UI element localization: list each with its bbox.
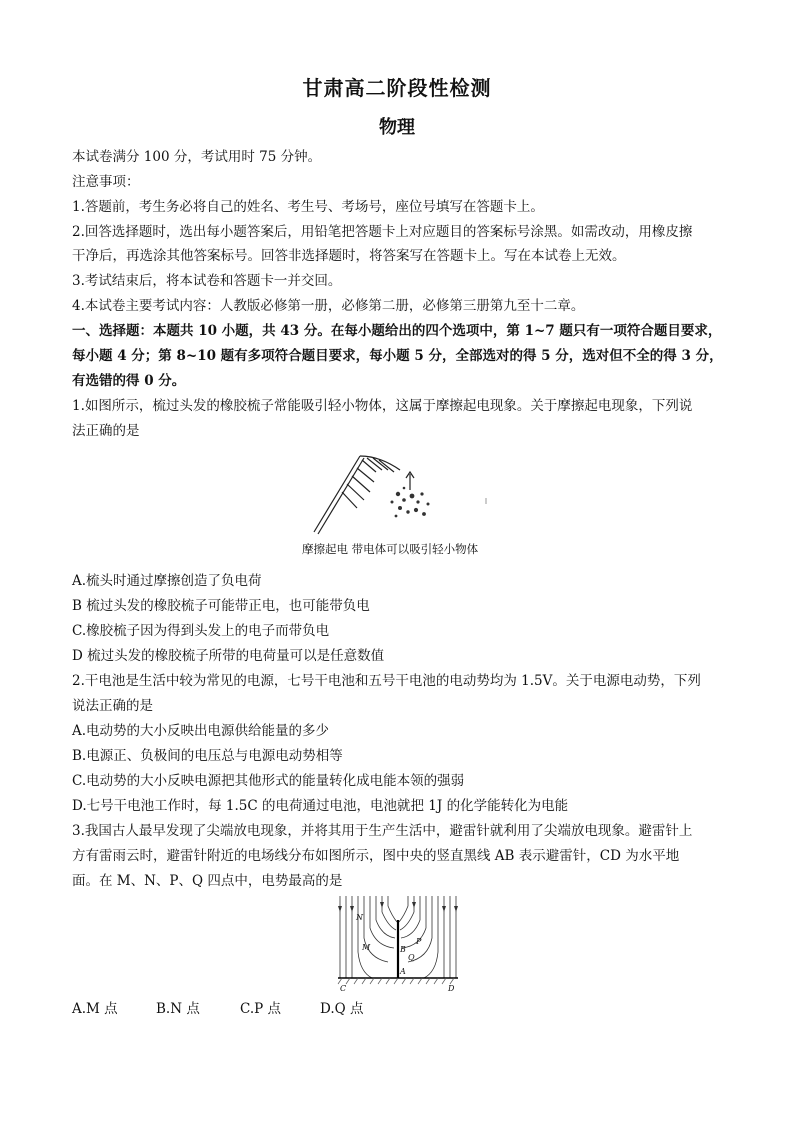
q2-stem-line-2: 说法正确的是 [72, 698, 153, 714]
section-1-line-1: 一、选择题：本题共 10 小题，共 43 分。在每小题给出的四个选项中，第 1~7 题只有一项符合题目要求， [72, 323, 722, 339]
q2-option-d: D.七号干电池工作时，每 1.5C 的电荷通过电池，电池就把 1J 的化学能转化为电能 [72, 798, 569, 814]
q3-stem-line-2: 方有雷雨云时，避雷针附近的电场线分布如图所示，图中央的竖直黑线 AB 表示避雷针，CD 为水平地 [72, 848, 680, 864]
section-1-line-3: 有选错的得 0 分。 [72, 373, 186, 389]
q1-stem-line-2: 法正确的是 [72, 423, 140, 439]
q1-figure-caption: 摩擦起电 带电体可以吸引轻小物体 [302, 542, 479, 556]
q3-option-c: C.P 点 [240, 1001, 282, 1017]
label-a: A [400, 967, 406, 976]
exam-title: 甘肃高二阶段性检测 [302, 76, 492, 100]
note-2-line-1: 2.回答选择题时，选出每小题答案后，用铅笔把答题卡上对应题目的答案标号涂黑。如需改动，用橡皮擦 [72, 224, 693, 240]
q3-stem-line-1: 3.我国古人最早发现了尖端放电现象，并将其用于生产生活中，避雷针就利用了尖端放电现象。避雷针上 [72, 823, 693, 839]
q2-option-a: A.电动势的大小反映出电源供给能量的多少 [72, 723, 330, 739]
q1-option-b: B 梳过头发的橡胶梳子可能带正电，也可能带负电 [72, 598, 370, 614]
label-d: D [448, 984, 455, 992]
q3-option-b: B.N 点 [156, 1001, 200, 1017]
exam-subject: 物理 [379, 117, 415, 138]
notes-heading: 注意事项： [72, 174, 140, 190]
note-2-line-2: 干净后，再选涂其他答案标号。回答非选择题时，将答案写在答题卡上。写在本试卷上无效。 [72, 248, 626, 264]
score-time-note: 本试卷满分 100 分，考试用时 75 分钟。 [72, 149, 322, 165]
label-n: N [356, 913, 363, 922]
label-b: B [400, 945, 406, 954]
q3-option-a: A.M 点 [72, 1001, 118, 1017]
q3-stem-line-3: 面。在 M、N、P、Q 四点中，电势最高的是 [72, 873, 343, 889]
q3-field-figure [336, 892, 460, 992]
q2-stem-line-1: 2.干电池是生活中较为常见的电源，七号干电池和五号干电池的电动势均为 1.5V。关于电源电动势，下列 [72, 673, 701, 689]
q1-option-a: A.梳头时通过摩擦创造了负电荷 [72, 573, 262, 589]
label-m: M [362, 943, 371, 952]
paper-bits [391, 487, 430, 518]
q3-option-d: D.Q 点 [320, 1001, 364, 1017]
q1-comb-figure [300, 450, 500, 538]
label-c: C [340, 984, 347, 992]
q2-option-b: B.电源正、负极间的电压总与电源电动势相等 [72, 748, 343, 764]
label-q: Q [408, 953, 415, 962]
note-1: 1.答题前，考生务必将自己的姓名、考生号、考场号，座位号填写在答题卡上。 [72, 199, 544, 215]
q2-option-c: C.电动势的大小反映电源把其他形式的能量转化成电能本领的强弱 [72, 773, 465, 789]
q1-option-c: C.橡胶梳子因为得到头发上的电子而带负电 [72, 623, 330, 639]
q3-options-row [72, 999, 722, 1019]
note-3: 3.考试结束后，将本试卷和答题卡一并交回。 [72, 273, 342, 289]
note-4: 4.本试卷主要考试内容：人教版必修第一册，必修第二册，必修第三册第九至十二章。 [72, 298, 585, 314]
comb-spine [314, 456, 360, 532]
q1-option-d: D 梳过头发的橡胶梳子所带的电荷量可以是任意数值 [72, 648, 385, 664]
arrowheads [338, 902, 458, 912]
section-1-line-2: 每小题 4 分；第 8~10 题有多项符合题目要求，每小题 5 分，全部选对的得 5 分，选对但不全的得 3 分， [72, 348, 723, 364]
q1-stem-line-1: 1.如图所示，梳过头发的橡胶梳子常能吸引轻小物体，这属于摩擦起电现象。关于摩擦起电现象，下列说 [72, 398, 693, 414]
label-p: P [416, 937, 422, 946]
